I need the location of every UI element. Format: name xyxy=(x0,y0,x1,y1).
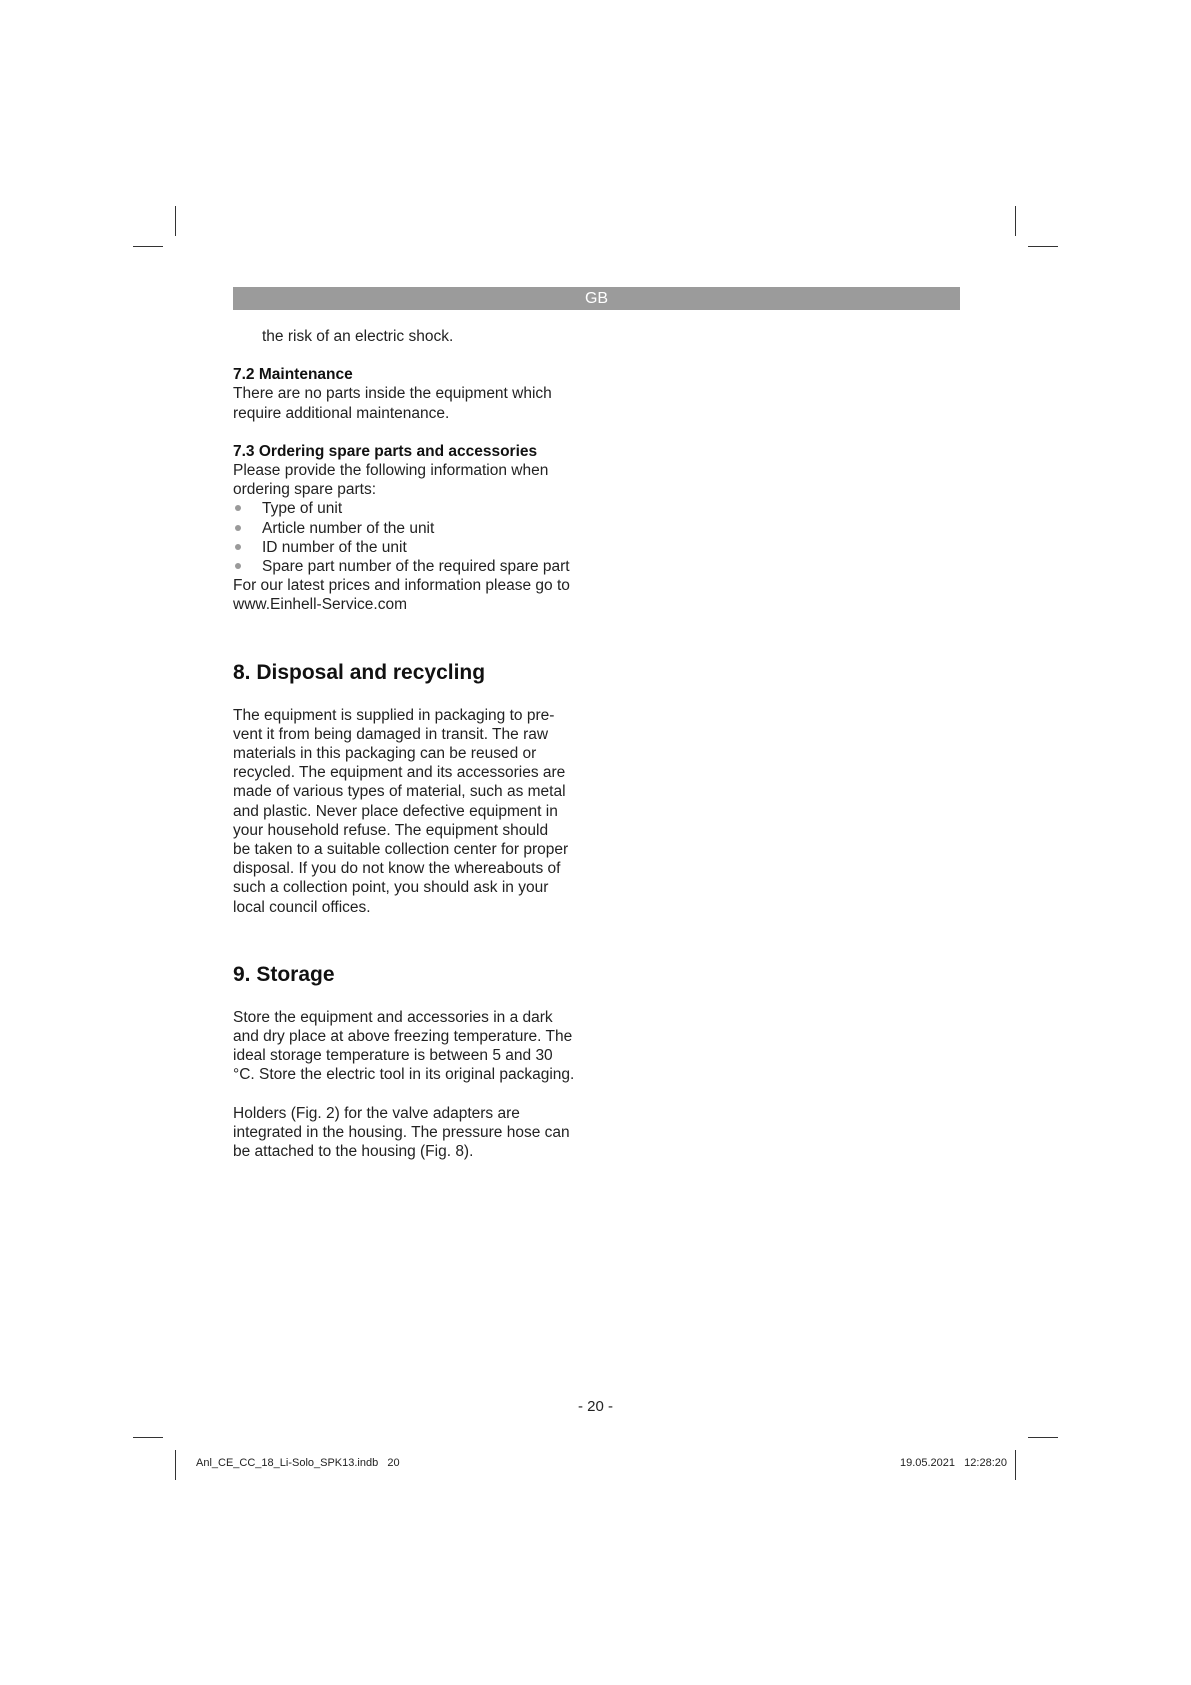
language-code: GB xyxy=(584,290,609,307)
print-timestamp: 19.05.2021 12:28:20 xyxy=(899,1457,1007,1469)
disposal-line: recycled. The equipment and its accessories are xyxy=(233,764,566,782)
bullet-text: ID number of the unit xyxy=(262,538,407,556)
crop-mark-bottom-right-horizontal xyxy=(1028,1437,1058,1438)
service-website-link: www.Einhell-Service.com xyxy=(233,596,407,614)
list-item xyxy=(233,499,593,518)
disposal-line: The equipment is supplied in packaging to pre- xyxy=(233,706,555,724)
disposal-line: your household refuse. The equipment should xyxy=(233,821,549,839)
disposal-line: and plastic. Never place defective equipment in xyxy=(233,802,558,820)
disposal-line: be taken to a suitable collection center for proper xyxy=(233,841,569,859)
disposal-line: local council offices. xyxy=(233,898,371,916)
crop-mark-bottom-right-vertical xyxy=(1015,1450,1016,1480)
storage-line: Holders (Fig. 2) for the valve adapters are xyxy=(233,1104,520,1122)
ordering-intro-line: ordering spare parts: xyxy=(233,481,377,499)
disposal-line: disposal. If you do not know the whereabouts of xyxy=(233,860,561,878)
disposal-line: materials in this packaging can be reused or xyxy=(233,745,537,763)
ordering-outro-line: For our latest prices and information please go to xyxy=(233,577,570,595)
list-item xyxy=(233,538,593,557)
list-item xyxy=(233,557,593,576)
crop-mark-top-right-vertical xyxy=(1015,206,1016,236)
file-info: Anl_CE_CC_18_Li-Solo_SPK13.indb 20 xyxy=(196,1457,400,1469)
page-number: - 20 - xyxy=(577,1398,613,1415)
bullet-icon xyxy=(235,563,241,569)
storage-paragraph-1 xyxy=(233,1008,593,1085)
storage-line: Store the equipment and accessories in a dark xyxy=(233,1008,553,1026)
crop-mark-bottom-left-horizontal xyxy=(133,1437,163,1438)
bullet-icon xyxy=(235,544,241,550)
bullet-text: Type of unit xyxy=(262,500,343,518)
ordering-intro-line: Please provide the following information when xyxy=(233,462,549,480)
disposal-line: vent it from being damaged in transit. The raw xyxy=(233,725,549,743)
main-text-column xyxy=(233,327,593,1161)
storage-heading: 9. Storage xyxy=(233,962,335,986)
crop-mark-top-left-horizontal xyxy=(133,246,163,247)
intro-line: the risk of an electric shock. xyxy=(262,328,454,345)
storage-paragraph-2 xyxy=(233,1104,593,1162)
storage-line: ideal storage temperature is between 5 and 30 xyxy=(233,1047,553,1065)
crop-mark-bottom-left-vertical xyxy=(175,1450,176,1480)
disposal-line: such a collection point, you should ask in your xyxy=(233,879,549,897)
disposal-line: made of various types of material, such as metal xyxy=(233,783,566,801)
disposal-heading: 8. Disposal and recycling xyxy=(233,660,486,684)
bullet-icon xyxy=(235,525,241,531)
storage-line: be attached to the housing (Fig. 8). xyxy=(233,1143,474,1161)
storage-line: and dry place at above freezing temperature. The xyxy=(233,1028,573,1046)
disposal-paragraph xyxy=(233,706,593,917)
bullet-text: Spare part number of the required spare part xyxy=(262,558,570,576)
bullet-icon xyxy=(235,505,241,511)
storage-line: °C. Store the electric tool in its original packaging. xyxy=(233,1066,575,1084)
ordering-bullet-list xyxy=(233,499,593,576)
crop-mark-top-left-vertical xyxy=(175,206,176,236)
maintenance-line: There are no parts inside the equipment which xyxy=(233,385,552,403)
language-header-bar xyxy=(233,287,960,310)
storage-line: integrated in the housing. The pressure hose can xyxy=(233,1123,570,1141)
bullet-text: Article number of the unit xyxy=(262,519,435,537)
maintenance-line: require additional maintenance. xyxy=(233,404,450,422)
maintenance-heading: 7.2 Maintenance xyxy=(233,366,353,384)
ordering-heading: 7.3 Ordering spare parts and accessories xyxy=(233,442,538,460)
crop-mark-top-right-horizontal xyxy=(1028,246,1058,247)
list-item xyxy=(233,519,593,538)
